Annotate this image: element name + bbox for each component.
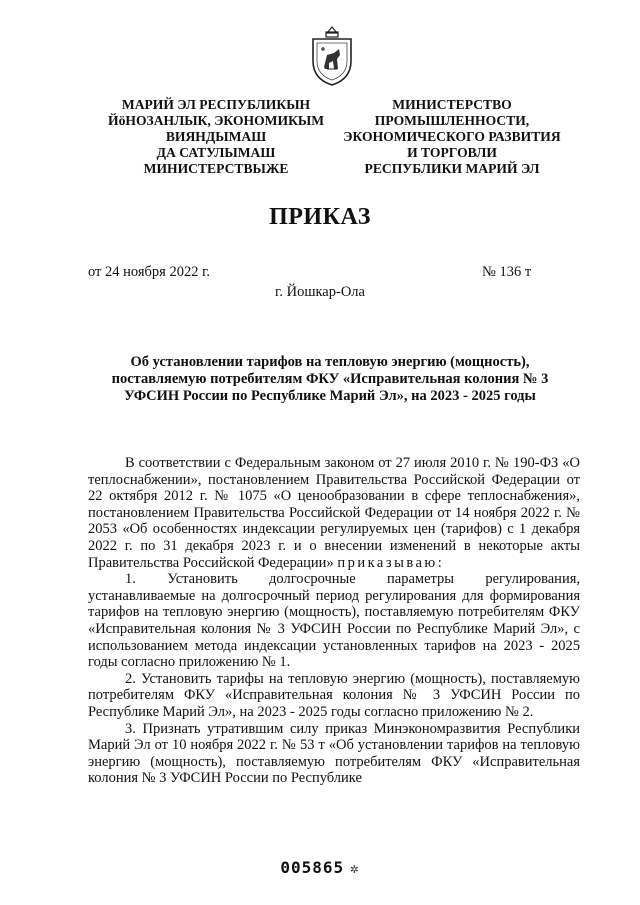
header-right-line-1: МИНИСТЕРСТВО [392,97,512,112]
order-number: № 136 т [482,264,532,280]
order-word: приказываю: [337,554,445,571]
document-title: ПРИКАЗ [269,204,371,230]
serial-number [0,858,640,877]
header-left-line-5: МИНИСТЕРСТВЫЖЕ [143,161,289,176]
header-left-line-2: ЙӧНОЗАНЛЫК, ЭКОНОМИКЫМ [108,113,325,128]
serial-number-value: 005865 [280,858,345,877]
coat-of-arms-icon [307,25,357,87]
header-right-line-4: И ТОРГОВЛИ [407,145,497,160]
order-subject: Об установлении тарифов на тепловую энергию (мощность), поставляемую потребителям ФКУ «Исправительная колония № 3 УФСИН России по Республике Марий Эл», на 2023 - 2025 годы [111,354,549,404]
body-item-1: 1. Установить долгосрочные параметры регулирования, устанавливаемые на долгосрочный период регулирования для формирования тарифов на тепловую энергию (мощность), поставляемую потребителям ФКУ «Исправительная колония № 3 УФСИН России по Республике Марий Эл», с использованием метода индексации установленных тарифов на 2023 - 2025 годы согласно приложению № 1. [88,571,580,671]
body-intro [88,455,580,571]
ministry-name-russian [336,97,568,177]
ministry-name-mari [108,97,324,177]
header-right-line-2: ПРОМЫШЛЕННОСТИ, [374,113,530,128]
serial-star-icon: ✲ [350,861,360,877]
order-date: от 24 ноября 2022 г. [88,264,211,280]
body-intro-text: В соответствии с Федеральным законом от 27 июля 2010 г. № 190-ФЗ «О теплоснабжении», постановлением Правительства Российской Федерации от 22 октября 2012 г. № 1075 «О ценообразовании в сфере теплоснабжения», постановлением Правительства Российской Федерации от 14 ноября 2022 г. № 2053 «Об особенностях индексации регулируемых цен (тарифов) с 1 декабря 2022 г. по 31 декабря 2023 г. и о внесении изменений в некоторые акты Правительства Российской Федерации» [88,455,580,571]
body-item-3: 3. Признать утратившим силу приказ Минэкономразвития Республики Марий Эл от 10 ноября 2022 г. № 53 т «Об установлении тарифов на тепловую энергию (мощность), поставляемую потребителям ФКУ «Исправительная колония № 3 УФСИН России по Республике [88,720,580,787]
order-city: г. Йошкар-Ола [275,284,365,300]
header-left-line-3: ВИЯНДЫМАШ [165,129,267,144]
order-body [88,455,580,787]
header-right-line-3: ЭКОНОМИЧЕСКОГО РАЗВИТИЯ [343,129,561,144]
body-item-2: 2. Установить тарифы на тепловую энергию (мощность), поставляемую потребителям ФКУ «Исправительная колония № 3 УФСИН России по Республике Марий Эл», на 2023 - 2025 годы согласно приложению № 2. [88,670,580,720]
header-left-line-1: МАРИЙ ЭЛ РЕСПУБЛИКЫН [121,97,311,112]
header-left-line-4: ДА САТУЛЫМАШ [156,145,276,160]
header-right-line-5: РЕСПУБЛИКИ МАРИЙ ЭЛ [364,161,540,176]
